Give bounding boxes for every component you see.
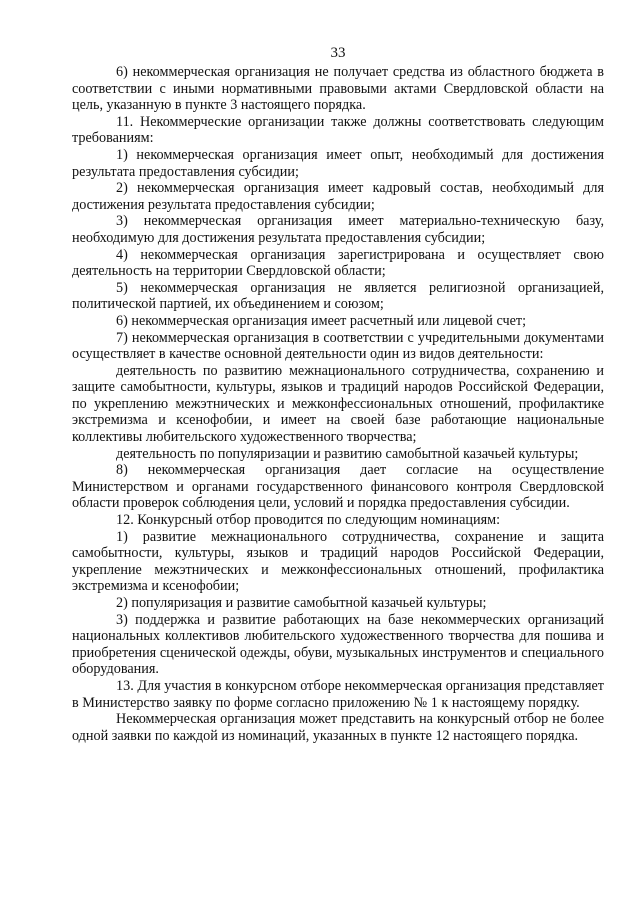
paragraph-req-7: 7) некоммерческая организация в соответствии с учредительными документами осуществляет в качестве основной деятельности один из видов деятельности:: [72, 329, 604, 363]
page-number: 33: [330, 45, 346, 61]
paragraph-nomination-1: 1) развитие межнационального сотрудничества, сохранение и защита самобытности, культуры, языков и традиций народов Российской Федерации, укрепление межэтнических и межконфессиональных отношений, профилактика экстремизма и ксенофобии;: [72, 528, 604, 595]
paragraph-section-11: 11. Некоммерческие организации также должны соответствовать следующим требованиям:: [72, 113, 604, 147]
document-page: [72, 44, 604, 744]
paragraph-activity-cossack: деятельность по популяризации и развитию самобытной казачьей культуры;: [116, 445, 579, 462]
paragraph-nomination-3: 3) поддержка и развитие работающих на базе некоммерческих организаций национальных коллективов любительского художественного творчества для пошива и приобретения сценической одежды, обуви, музыкальных инструментов и специального оборудования.: [72, 611, 604, 678]
paragraph-activity-interethnic: деятельность по развитию межнационального сотрудничества, сохранению и защите самобытности, культуры, языков и традиций народов Российской Федерации, по укреплению межэтнических и межконфессиональных отношений, профилактике экстремизма и ксенофобии, и имеет на своей базе работающие национальные коллективы любительского художественного творчества;: [72, 362, 604, 446]
paragraph-req-5: 5) некоммерческая организация не является религиозной организацией, политической партией, их объединением и союзом;: [72, 279, 604, 313]
paragraph-req-3: 3) некоммерческая организация имеет материально-техническую базу, необходимую для достижения результата предоставления субсидии;: [72, 213, 604, 246]
paragraph-one-application: Некоммерческая организация может представить на конкурсный отбор не более одной заявки по каждой из номинаций, указанных в пункте 12 настоящего порядка.: [72, 711, 604, 744]
paragraph-req-1: 1) некоммерческая организация имеет опыт, необходимый для достижения результата предоставления субсидии;: [72, 146, 604, 180]
paragraph-nomination-2: 2) популяризация и развитие самобытной казачьей культуры;: [116, 595, 487, 611]
paragraph-section-12: 12. Конкурсный отбор проводится по следующим номинациям:: [116, 512, 501, 529]
paragraph-req-6: 6) некоммерческая организация имеет расчетный или лицевой счет;: [116, 312, 527, 329]
paragraph-item-6-budget: 6) некоммерческая организация не получает средства из областного бюджета в соответствии с иными нормативными правовыми актами Свердловской области на цель, указанную в пункте 3 настоящего порядка.: [72, 64, 604, 114]
paragraph-req-8: 8) некоммерческая организация дает согласие на осуществление Министерством и органами государственного финансового контроля Свердловской области проверок соблюдения цели, условий и порядка предоставления субсидии.: [72, 462, 604, 512]
paragraph-section-13: 13. Для участия в конкурсном отборе некоммерческая организация представляет в Министерство заявку по форме согласно приложению № 1 к настоящему порядку.: [72, 677, 604, 711]
paragraph-req-2: 2) некоммерческая организация имеет кадровый состав, необходимый для достижения результата предоставления субсидии;: [72, 180, 604, 213]
paragraph-req-4: 4) некоммерческая организация зарегистрирована и осуществляет свою деятельность на территории Свердловской области;: [72, 246, 604, 280]
